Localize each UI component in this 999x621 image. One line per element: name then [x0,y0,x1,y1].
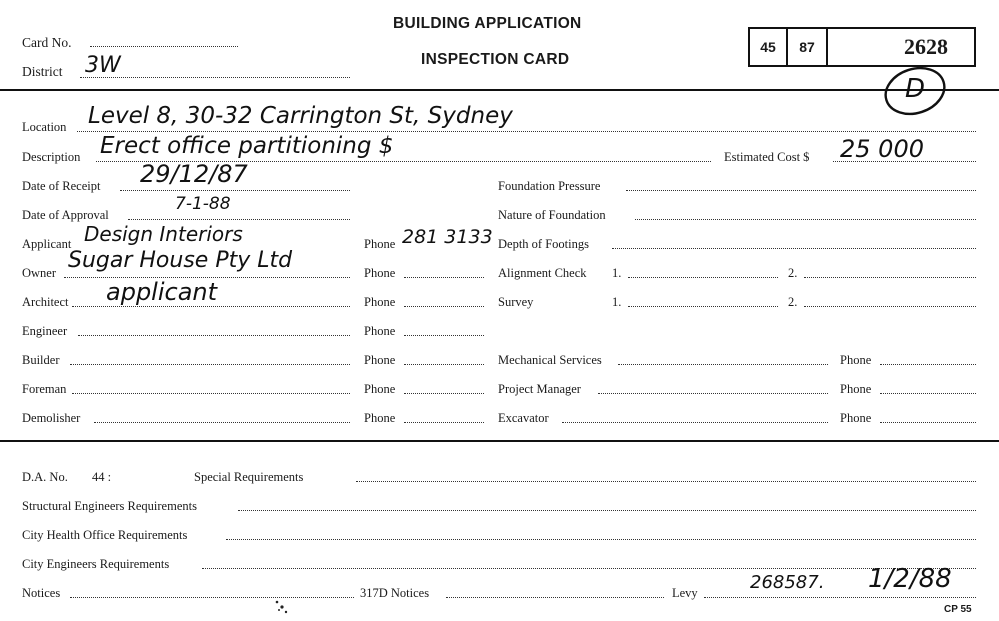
applicant-value: Design Interiors [84,222,243,246]
engineer-field[interactable] [78,335,350,336]
nature-of-foundation-field[interactable] [635,219,976,220]
notices-317d-field[interactable] [446,597,664,598]
foreman-label: Foreman [22,382,67,396]
levy-field[interactable] [704,597,976,598]
notices-field[interactable] [70,597,354,598]
header-divider [0,89,999,91]
survey-field-2[interactable] [804,306,976,307]
applicant-phone-value: 281 3133 [402,226,493,248]
location-label: Location [22,120,67,134]
survey-num-2: 2. [788,295,798,309]
mechanical-services-phone-label: Phone [840,353,872,367]
nature-of-foundation-label: Nature of Foundation [498,208,606,222]
foundation-pressure-field[interactable] [626,190,976,191]
project-manager-label: Project Manager [498,382,581,396]
engineer-label: Engineer [22,324,68,338]
form-subtitle: INSPECTION CARD [421,51,570,68]
project-manager-field[interactable] [598,393,828,394]
builder-phone-field[interactable] [404,364,484,365]
date-of-approval-value: 7-1-88 [175,194,231,214]
mechanical-services-label: Mechanical Services [498,353,602,367]
builder-label: Builder [22,353,60,367]
alignment-check-num-2: 2. [788,266,798,280]
engineer-phone-label: Phone [364,324,396,338]
structural-engineers-field[interactable] [238,510,976,511]
alignment-check-field-2[interactable] [804,277,976,278]
foreman-field[interactable] [72,393,350,394]
levy-date: 1/2/88 [868,564,952,594]
project-manager-phone-field[interactable] [880,393,976,394]
date-of-receipt-label: Date of Receipt [22,179,101,193]
architect-label: Architect [22,295,69,309]
architect-field[interactable] [72,306,350,307]
special-requirements-label: Special Requirements [194,470,304,484]
excavator-phone-label: Phone [840,411,872,425]
mechanical-services-phone-field[interactable] [880,364,976,365]
city-engineers-label: City Engineers Requirements [22,557,170,571]
structural-engineers-label: Structural Engineers Requirements [22,499,197,513]
location-field[interactable] [77,131,976,132]
applicant-label: Applicant [22,237,72,251]
excavator-phone-field[interactable] [880,422,976,423]
owner-phone-label: Phone [364,266,396,280]
survey-label: Survey [498,295,534,309]
builder-field[interactable] [70,364,350,365]
alignment-check-label: Alignment Check [498,266,587,280]
builder-phone-label: Phone [364,353,396,367]
date-of-approval-field[interactable] [128,219,350,220]
ink-speck-icon [272,598,294,618]
owner-phone-field[interactable] [404,277,484,278]
mechanical-services-field[interactable] [618,364,828,365]
estimated-cost-label: Estimated Cost $ [724,150,810,164]
foundation-pressure-label: Foundation Pressure [498,179,601,193]
city-health-field[interactable] [226,539,976,540]
description-value: Erect office partitioning $ [100,133,394,159]
form-code: CP 55 [944,604,972,615]
owner-label: Owner [22,266,57,280]
city-engineers-field[interactable] [202,568,976,569]
applicant-phone-label: Phone [364,237,396,251]
card-box-a: 45 [748,27,788,67]
foreman-phone-field[interactable] [404,393,484,394]
card-box-b: 87 [786,27,828,67]
excavator-label: Excavator [498,411,549,425]
architect-phone-label: Phone [364,295,396,309]
special-requirements-field[interactable] [356,481,976,482]
district-value: 3W [85,53,121,78]
circled-mark-letter: D [905,74,926,104]
foreman-phone-label: Phone [364,382,396,396]
architect-value: applicant [106,278,218,306]
demolisher-phone-label: Phone [364,411,396,425]
location-value: Level 8, 30-32 Carrington St, Sydney [88,103,513,129]
excavator-field[interactable] [562,422,828,423]
section-divider [0,440,999,442]
survey-field-1[interactable] [628,306,778,307]
estimated-cost-value: 25 000 [840,135,924,163]
engineer-phone-field[interactable] [404,335,484,336]
date-of-approval-label: Date of Approval [22,208,109,222]
da-no-label: D.A. No. [22,470,68,484]
description-label: Description [22,150,81,164]
notices-317d-label: 317D Notices [360,586,430,600]
demolisher-field[interactable] [94,422,350,423]
architect-phone-field[interactable] [404,306,484,307]
da-no-value: 44 : [92,470,112,484]
notices-label: Notices [22,586,61,600]
survey-num-1: 1. [612,295,622,309]
depth-of-footings-field[interactable] [612,248,976,249]
date-of-receipt-field[interactable] [120,190,350,191]
demolisher-label: Demolisher [22,411,81,425]
date-of-receipt-value: 29/12/87 [140,160,248,188]
levy-label: Levy [672,586,698,600]
depth-of-footings-label: Depth of Footings [498,237,589,251]
card-number-box: 2628 [826,27,976,67]
card-no-field[interactable] [90,46,238,47]
alignment-check-num-1: 1. [612,266,622,280]
form-title: BUILDING APPLICATION [393,15,582,32]
demolisher-phone-field[interactable] [404,422,484,423]
owner-value: Sugar House Pty Ltd [68,248,293,273]
project-manager-phone-label: Phone [840,382,872,396]
levy-value: 268587. [750,572,825,593]
city-health-label: City Health Office Requirements [22,528,188,542]
district-label: District [22,64,63,79]
alignment-check-field-1[interactable] [628,277,778,278]
card-no-label: Card No. [22,35,72,50]
